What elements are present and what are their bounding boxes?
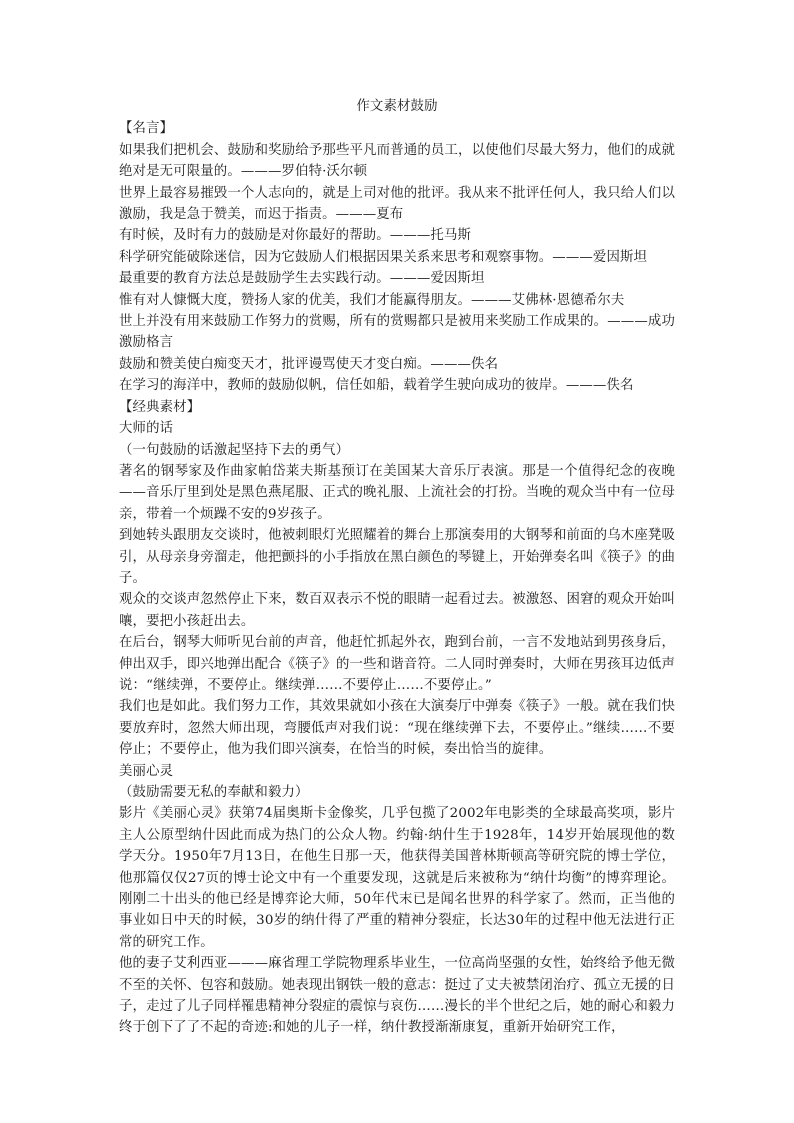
quote-paragraph: 最重要的教育方法总是鼓励学生去实践行动。———爱因斯坦 — [119, 271, 485, 287]
story-subtitle: （鼓励需要无私的奉献和毅力） — [119, 785, 309, 800]
story-paragraph: 在后台，钢琴大师听见台前的声音，他赶忙抓起外衣，跑到台前，一言不发地站到男孩身后，伸出双手，即兴地弹出配合《筷子》的一些和谐音符。二人同时弹奏时，大师在男孩耳边低声说：“继续弹，不要停止。继续弹……不要停止……不要停止。” — [119, 635, 675, 693]
quote-paragraph: 惟有对人慷慨大度，赞扬人家的优美，我们才能赢得朋友。———艾佛林·恩德希尔夫 — [119, 292, 625, 308]
story-title: 美丽心灵 — [119, 763, 174, 779]
document-page — [119, 96, 675, 1039]
story-paragraph: 观众的交谈声忽然停止下来，数百双表示不悦的眼睛一起看过去。被激怒、困窘的观众开始叫嚷，要把小孩赶出去。 — [119, 592, 675, 629]
story-paragraph: 著名的钢琴家及作曲家帕岱莱夫斯基预订在美国某大音乐厅表演。那是一个值得纪念的夜晚——音乐厅里到处是黑色燕尾服、正式的晚礼服、上流社会的打扮。当晚的观众当中有一位母亲，带着一个烦躁不安的9岁孩子。 — [119, 463, 675, 522]
quote-paragraph: 科学研究能破除迷信，因为它鼓励人们根据因果关系来思考和观察事物。———爱因斯坦 — [119, 249, 648, 265]
story-subtitle: （一句鼓励的话激起坚持下去的勇气） — [119, 442, 350, 458]
story-paragraph: 到她转头跟朋友交谈时，他被刺眼灯光照耀着的舞台上那演奏用的大钢琴和前面的乌木座凳吸引，从母亲身旁溜走，他把颤抖的小手指放在黑白颜色的琴键上，开始弹奏名叫《筷子》的曲子。 — [119, 528, 675, 586]
quote-paragraph: 世界上最容易摧毁一个人志向的，就是上司对他的批评。我从来不批评任何人，我只给人们以激励，我是急于赞美，而迟于指责。———夏布 — [119, 185, 675, 223]
section-heading-quotes: 【名言】 — [119, 121, 174, 137]
story-paragraph: 我们也是如此。我们努力工作，其效果就如小孩在大演奏厅中弹奏《筷子》一般。就在我们快要放弃时，忽然大师出现，弯腰低声对我们说：“现在继续弹下去，不要停止。”继续……不要停止；不要停止，他为我们即兴演奏，在恰当的时候，奏出恰当的旋律。 — [119, 699, 675, 758]
section-heading-classic-materials: 【经典素材】 — [119, 399, 201, 415]
quote-paragraph: 鼓励和赞美使白痴变天才，批评谩骂使天才变白痴。———佚名 — [119, 356, 499, 372]
story-title: 大师的话 — [119, 421, 174, 437]
story-paragraph: 他的妻子艾利西亚———麻省理工学院物理系毕业生，一位高尚坚强的女性，始终给予他无微不至的关怀、包容和鼓励。她表现出钢铁一般的意志：挺过了丈夫被禁闭治疗、孤立无援的日子，走过了儿子同样罹患精神分裂症的震惊与哀伤……漫长的半个世纪之后，她的耐心和毅力终于创下了了不起的奇迹:和她的儿子一样，纳什教授渐渐康复，重新开始研究工作， — [119, 956, 675, 1036]
quote-paragraph: 在学习的海洋中，教师的鼓励似帆，信任如船，载着学生驶向成功的彼岸。———佚名 — [119, 378, 634, 394]
quote-paragraph: 世上并没有用来鼓励工作努力的赏赐，所有的赏赐都只是被用来奖励工作成果的。———成功激励格言 — [119, 314, 675, 351]
document-title: 作文素材鼓励 — [356, 99, 438, 114]
quote-paragraph: 有时候，及时有力的鼓励是对你最好的帮助。———托马斯 — [119, 228, 472, 244]
quote-paragraph: 如果我们把机会、鼓励和奖励给予那些平凡而普通的员工，以使他们尽最大努力，他们的成就绝对是无可限量的。———罗伯特·沃尔顿 — [119, 142, 675, 180]
story-paragraph: 影片《美丽心灵》获第74届奥斯卡金像奖，几乎包揽了2002年电影类的全球最高奖项，影片主人公原型纳什因此而成为热门的公众人物。约翰·纳什生于1928年，14岁开始展现他的数学天分。1950年7月13日，在他生日那一天，他获得美国普林斯顿高等研究院的博士学位，他那篇仅仅27页的博士论文中有一个重要发现，这就是后来被称为“纳什均衡”的博弈理论。刚刚二十出头的他已经是博弈论大师，50年代末已是闻名世界的科学家了。然而，正当他的事业如日中天的时候，30岁的纳什得了严重的精神分裂症，长达30年的过程中他无法进行正常的研究工作。 — [119, 806, 675, 950]
